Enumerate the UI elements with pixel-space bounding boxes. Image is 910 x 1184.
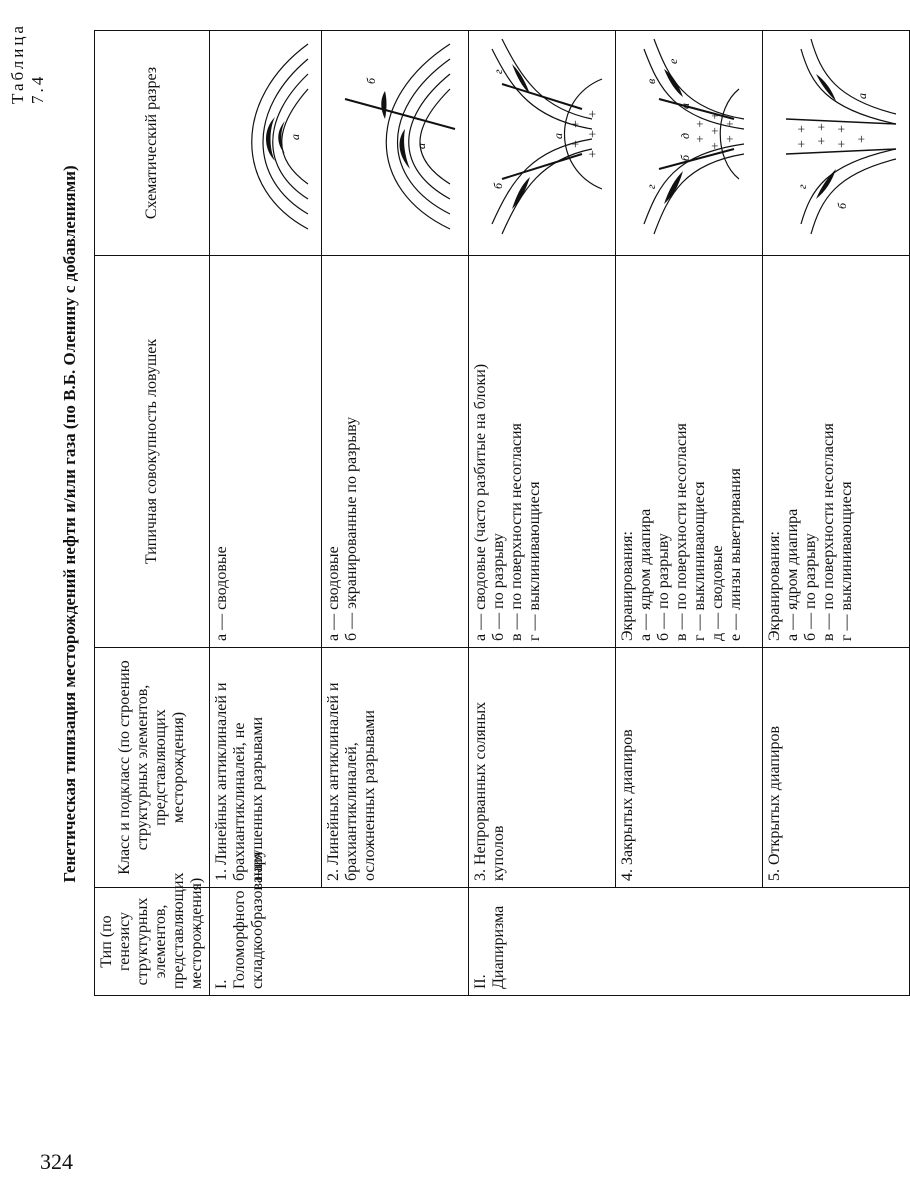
type-cell: II. Диапиризма <box>469 888 910 996</box>
traps-cell <box>616 256 763 648</box>
trap-item: г — выклинивающиеся <box>526 481 543 641</box>
table-title: Генетическая типизация месторождений нефти и/или газа (по В.Б. Оленину с добавлениями) <box>60 165 79 883</box>
trap-item: а — сводовые <box>213 546 230 641</box>
svg-text:+: + <box>815 123 830 131</box>
svg-text:+: + <box>692 135 707 143</box>
trap-item: б — по разрыву <box>802 533 819 641</box>
sketch-letter: д <box>678 132 692 139</box>
open-diapir-sketch <box>766 24 906 249</box>
trap-item: в — по поверхности несогласия <box>508 423 525 641</box>
traps-cell <box>469 256 616 648</box>
section-sketch-cell <box>763 31 910 256</box>
anticline-sketch <box>213 24 318 249</box>
header-class: Класс и подкласс (по строению структурных элементов, представляющих месторождения) <box>95 648 210 888</box>
trap-item: Экранирования: <box>766 531 783 641</box>
traps-cell <box>210 256 322 648</box>
trap-item: б — экранированные по разрыву <box>343 416 360 641</box>
trap-item: д — сводовые <box>709 545 726 641</box>
trap-item: г — выклинивающиеся <box>838 481 855 641</box>
section-sketch-cell <box>322 31 469 256</box>
trap-item: а — ядром диапира <box>784 508 801 641</box>
sketch-letter: б <box>835 202 849 209</box>
table-row <box>763 31 910 996</box>
class-cell: 2. Линейных антиклиналей и брахиантиклиналей, осложненных разрывами <box>322 648 469 888</box>
svg-text:+: + <box>692 120 707 128</box>
class-cell: 4. Закрытых диапиров <box>616 648 763 888</box>
trap-item: г — выклинивающиеся <box>691 481 708 641</box>
header-type: Тип (по генезису структурных элементов, представляющих месторождения) <box>95 888 210 996</box>
section-sketch-cell <box>210 31 322 256</box>
table-label: Таблица 7.4 <box>8 23 47 104</box>
sketch-letter: б <box>678 154 692 161</box>
trap-item: а — ядром диапира <box>637 508 654 641</box>
sketch-letter: б <box>364 77 378 84</box>
svg-text:+: + <box>707 142 722 150</box>
svg-text:+: + <box>586 150 601 158</box>
svg-text:+: + <box>569 120 584 128</box>
salt-dome-sketch <box>472 24 612 249</box>
sketch-letter: г <box>491 69 505 74</box>
svg-text:+: + <box>722 120 737 128</box>
trap-item: а — сводовые (часто разбитые на блоки) <box>472 363 489 641</box>
class-cell: 3. Непрорванных соляных куполов <box>469 648 616 888</box>
trap-item: в — по поверхности несогласия <box>820 423 837 641</box>
svg-text:+: + <box>586 110 601 118</box>
deposit-typology-table <box>94 30 910 996</box>
sketch-letter: г <box>795 184 809 189</box>
trap-item: а — сводовые <box>325 546 342 641</box>
sketch-letter: а <box>414 143 428 149</box>
page-number: 324 <box>40 1149 73 1174</box>
svg-text:+: + <box>855 135 870 143</box>
sketch-letter: б <box>491 182 505 189</box>
class-cell: 1. Линейных антиклиналей и брахиантиклиналей, не нарушенных разрывами <box>210 648 322 888</box>
svg-text:+: + <box>795 140 810 148</box>
closed-diapir-sketch <box>619 24 759 249</box>
table-row <box>616 31 763 996</box>
traps-cell <box>322 256 469 648</box>
section-sketch-cell <box>616 31 763 256</box>
header-row <box>95 31 210 996</box>
table-row <box>469 31 616 996</box>
svg-text:+: + <box>707 112 722 120</box>
section-sketch-cell <box>469 31 616 256</box>
type-cell: I. Голоморфного складкообразования <box>210 888 469 996</box>
sketch-letter: а <box>288 134 302 140</box>
svg-text:+: + <box>707 127 722 135</box>
sketch-letter: а <box>678 103 692 109</box>
table-row <box>322 31 469 996</box>
trap-item: Экранирования: <box>619 531 636 641</box>
svg-text:+: + <box>569 140 584 148</box>
trap-item: е — линзы выветривания <box>727 468 744 641</box>
trap-item: в — по поверхности несогласия <box>673 423 690 641</box>
svg-text:+: + <box>795 125 810 133</box>
faulted-anticline-sketch <box>325 24 465 249</box>
trap-item: б — по разрыву <box>655 533 672 641</box>
svg-text:+: + <box>722 135 737 143</box>
sketch-letter: а <box>855 93 869 99</box>
sketch-letter: а <box>551 133 565 139</box>
sketch-letter: в <box>644 78 658 84</box>
header-traps: Типичная совокупность ловушек <box>95 256 210 648</box>
table-row <box>210 31 322 996</box>
sketch-letter: е <box>666 58 680 64</box>
class-cell: 5. Открытых диапиров <box>763 648 910 888</box>
header-section: Схематический разрез <box>95 31 210 256</box>
svg-text:+: + <box>835 125 850 133</box>
svg-text:+: + <box>835 140 850 148</box>
svg-text:+: + <box>586 130 601 138</box>
sketch-letter: г <box>644 184 658 189</box>
trap-item: б — по разрыву <box>490 533 507 641</box>
traps-cell <box>763 256 910 648</box>
svg-text:+: + <box>815 137 830 145</box>
